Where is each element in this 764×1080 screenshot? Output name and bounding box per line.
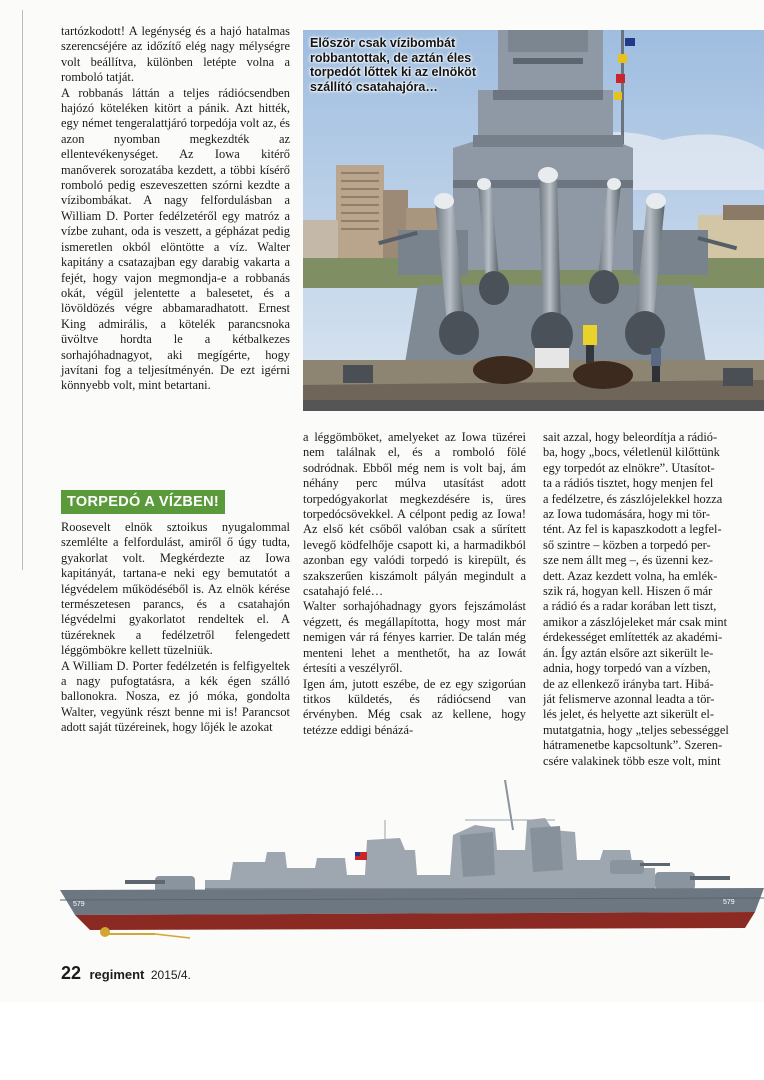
paragraph: tartózkodott! A legénység és a hajó hatalmas szerencséjére az időzítő elég nagy mélységre volt beállítva, különben letépte volna a romboló tatját. — [61, 24, 290, 85]
text-line: sait azzal, hogy beleordítja a rádió- — [543, 430, 718, 444]
text-line: ső szintre – közben a torpedó per- — [543, 537, 711, 552]
page-footer — [61, 963, 191, 984]
column-2 — [303, 430, 526, 738]
photo-caption: Először csak vízibombát robbantottak, de aztán éles torpedót lőttek ki az elnököt szállító csatahajóra… — [310, 36, 476, 94]
text-line: sze nem állt meg –, és üzenni kez- — [543, 553, 713, 568]
text-line: án. Így aztán elsőre azt sikerült le- — [543, 645, 714, 660]
paragraph: Walter sorhajóhadnagy gyors fejszámolást végzett, és megállapította, hogy most már nemigen vár rá fényes karrier. De talán még menteni lehet a menthetőt, ha az Iowát értesíti a veszélyről. — [303, 599, 526, 676]
text-line: lés jelet, és helyette azt sikerült el- — [543, 707, 714, 722]
text-line: de az ellenkező irányba tart. Hibá- — [543, 676, 714, 691]
battleship-photo — [303, 30, 764, 411]
destroyer-drawing — [55, 780, 764, 950]
destroyer-profile-illustration — [55, 780, 764, 950]
text-line: ba, hogy „bocs, véletlenül kilőttünk — [543, 445, 720, 460]
paragraph: a léggömböket, amelyeket az Iowa tüzérei nem találnak el, és a romboló fölé sodródnak. Ebből még nem is volt baj, ám néhány perc múlva utasítást adott torpedógyakorlat megkezdésére is, üres torpedócsövekkel. A célpont pedig az Iowa! Az első két csőből valóban csak a sűrített levegő ködfelhője csapott ki, a harmadikból azonban egy valódi torpedó is kirepült, és szakszerűen kiszámolt pályán megindult a csatahajó felé… — [303, 430, 526, 599]
hull-number-stern: 579 — [723, 899, 735, 906]
text-line: a rádió és a radar korában lett tiszt, — [543, 599, 717, 614]
text-line: hátramenetbe kapcsoltunk”. Szeren- — [543, 738, 723, 753]
text-line: szik rá, hogyan kell. Hiszen ő már — [543, 584, 713, 599]
column-3 — [543, 430, 764, 769]
scan-edge-line — [22, 10, 23, 570]
text-line: ta a rádiós tisztet, hogy menjen fel — [543, 476, 714, 491]
text-line: érdekességet említették az akadémi- — [543, 630, 723, 645]
text-line: csére valakinek több esze volt, mint — [543, 753, 721, 768]
issue-number: 2015/4. — [150, 968, 191, 982]
scan-margin — [0, 1002, 764, 1080]
text-line: a fedélzetre, és zászlójelekkel hozza — [543, 491, 723, 506]
page-number: 22 — [61, 963, 82, 983]
text-line: ját felismerve azonnal leadta a tör- — [543, 691, 715, 706]
text-line: az Iowa tudomására, hogy mi tör- — [543, 507, 710, 522]
text-line: egy torpedót az elnökre”. Utasítot- — [543, 460, 715, 475]
text-line: amikor a zászlójeleket már csak mint — [543, 614, 728, 629]
paragraph: Igen ám, jutott eszébe, de ez egy szigorúan titkos küldetés, és rádiócsend van érvényben. Még csak az kellene, hogy tetézze eddigi bénázá- — [303, 676, 526, 737]
text-line: dett. Azaz kezdett volna, ha emlék- — [543, 568, 718, 583]
section-heading: TORPEDÓ A VÍZBEN! — [61, 490, 225, 514]
magazine-name: regiment — [89, 967, 145, 982]
text-line: tént. Az fel is kapaszkodott a legfel- — [543, 522, 722, 537]
text-line: mutatgatnia, hogy „teljes sebességgel — [543, 722, 729, 737]
paragraph: A robbanás láttán a teljes rádiócsendben hajózó köteléken kitört a pánik. Azt hitték, egy német tengeralattjáró torpedója volt az, és azon nyomban megkezdték az ellentevékenységet. Az Iowa kitérő manőverek sorozatába kezdett, a többi kísérő romboló pedig eszeveszetten szórni kezdte a vízibombákat. A nagy felfordulásban a William D. Porter fedélzetéről egy matróz a vízbe zuhant, oda is veszett, a gépházat pedig ismeretlen okból elöntötte a víz. Walter kapitány a csatazajban egy darabig vakarta a fejét, hogy vajon megmondja-e a robbanás okát, végül jelentette a balesetet, és a lövöldözés végre abbamaradhatott. Ernest King admirális, a kötelék parancsnoka üvöltve hordta le a kétbalkezes sorhajóhadnagyot, aki megígérte, hogy javítani fog a teljesítményén. De ezt igérni könnyebb volt, mint betartani. — [61, 85, 290, 393]
text-line: adnia, hogy torpedó van a vízben, — [543, 661, 711, 676]
paragraph: Roosevelt elnök sztoikus nyugalommal szemlélte a felfordulást, amiről ő úgy tudta, gyakorlat volt. Megkérdezte az Iowa kapitányát, tartana-e neki egy bemutatót a légvédelem működéséből is. Az elnök kérése természetesen parancs, és a csatahajón légvédelmi gyakorlatot rendeltek el. A tüzéreknek a fedélzetről felengedett léggömbökre kellett tüzelniük. — [61, 520, 290, 658]
paragraph: A William D. Porter fedélzetén is felfigyeltek a nagy pufogtatásra, a kék égen szálló ballonokra. Nosza, ez jó móka, gondolta Walter, vegyünk részt benne mi is! Parancsot adott saját tüzéreinek, hogy lőjék le azokat — [61, 658, 290, 735]
hull-number-bow: 579 — [73, 901, 85, 908]
column-1-top — [61, 24, 290, 394]
column-1-bottom — [61, 520, 290, 736]
